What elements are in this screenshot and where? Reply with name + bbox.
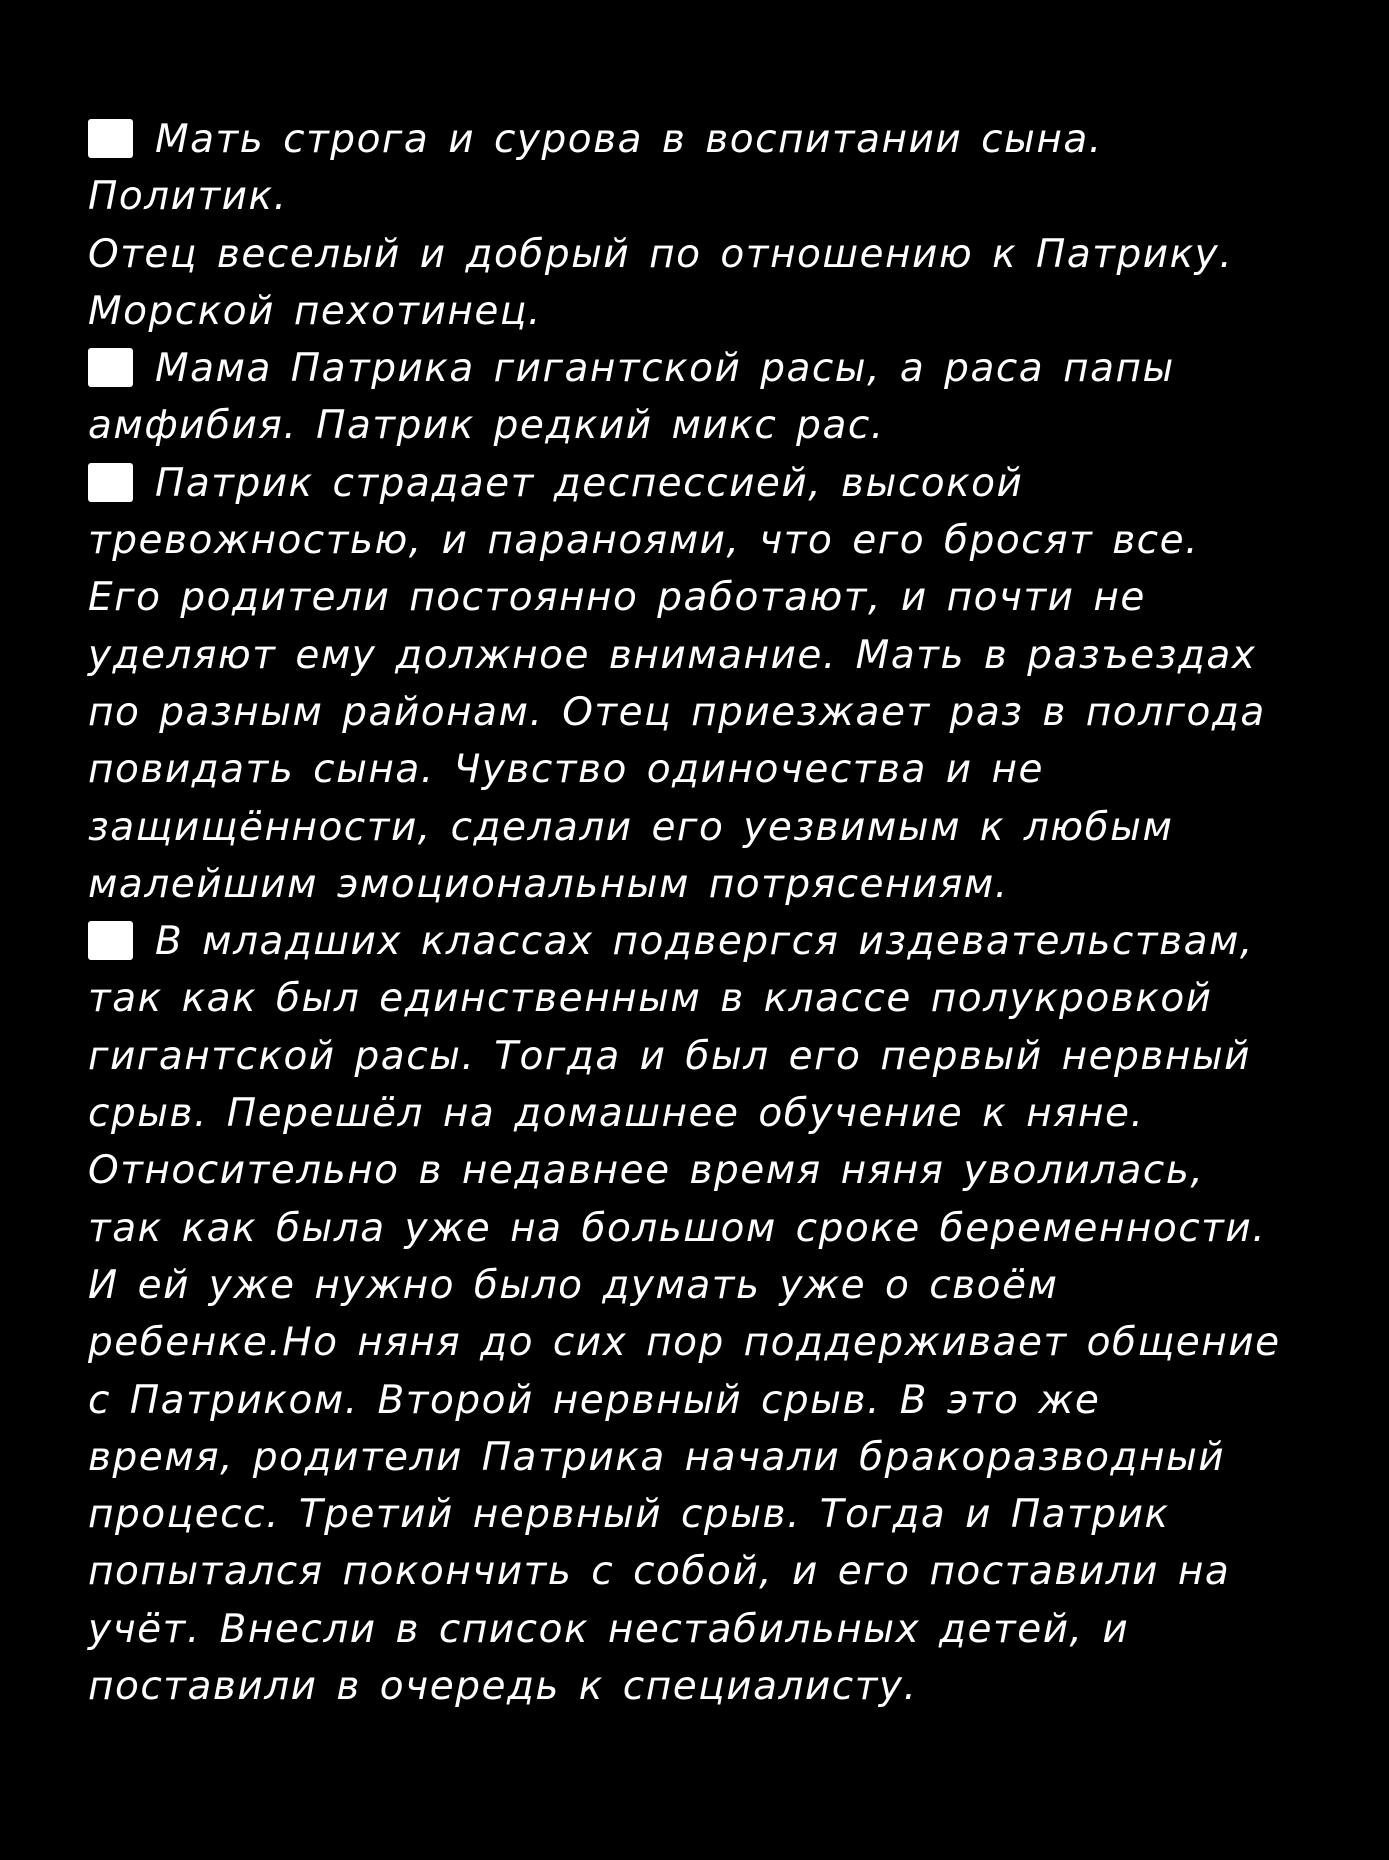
line-text: Мама Патрика гигантской расы, а раса папы [155,346,1175,392]
text-line [88,1658,1378,1715]
text-line [88,1543,1378,1600]
document-body [88,111,1378,1715]
text-line [88,168,1378,225]
line-text: так как была уже на большом сроке беременности. [88,1205,1267,1251]
text-line [88,1601,1378,1658]
line-text: В младших классах подвергся издевательствам, [155,919,1254,965]
line-text: уделяют ему должное внимание. Мать в разъездах [88,632,1257,678]
line-text: амфибия. Патрик редкий микс рас. [88,403,885,449]
text-line [88,1314,1378,1371]
line-text: Политик. [88,174,288,220]
line-text: попытался покончить с собой, и его поставили на [88,1549,1231,1595]
text-line [88,1486,1378,1543]
text-line [88,226,1378,283]
line-text: так как был единственным в классе полукровкой [88,976,1213,1022]
text-line [88,741,1378,798]
line-text: Морской пехотинец. [88,288,542,334]
line-text: Отец веселый и добрый по отношению к Патрику. [88,231,1234,277]
line-text: процесс. Третий нервный срыв. Тогда и Патрик [88,1492,1170,1538]
text-line [88,512,1378,569]
text-line [88,397,1378,454]
square-bullet-icon [88,348,133,387]
text-line [88,283,1378,340]
square-bullet-icon [88,119,133,158]
line-text: гигантской расы. Тогда и был его первый нервный [88,1033,1251,1079]
text-line [88,856,1378,913]
line-text: ребенке.Но няня до сих пор поддерживает общение [88,1320,1281,1366]
text-line [88,111,1378,168]
line-text: Патрик страдает деспессией, высокой [155,460,1024,506]
text-line [88,684,1378,741]
line-text: время, родители Патрика начали бракоразводный [88,1434,1226,1480]
text-line [88,340,1378,397]
line-text: защищённости, сделали его уезвимым к любым [88,804,1174,850]
line-text: срыв. Перешёл на домашнее обучение к няне. [88,1091,1145,1137]
text-line [88,455,1378,512]
line-text: учёт. Внесли в список нестабильных детей, и [88,1606,1130,1652]
text-line [88,1372,1378,1429]
text-line [88,1429,1378,1486]
text-line [88,1085,1378,1142]
line-text: малейшим эмоциональным потрясениям. [88,861,1009,907]
line-text: повидать сына. Чувство одиночества и не [88,747,1045,793]
line-text: поставили в очередь к специалисту. [88,1664,918,1710]
text-line [88,913,1378,970]
square-bullet-icon [88,463,133,502]
text-line [88,1200,1378,1257]
line-text: Его родители постоянно работают, и почти не [88,575,1146,621]
text-line [88,1028,1378,1085]
line-text: тревожностью, и параноями, что его бросят все. [88,518,1200,564]
line-text: по разным районам. Отец приезжает раз в полгода [88,689,1266,735]
text-line [88,1257,1378,1314]
line-text: И ей уже нужно было думать уже о своём [88,1262,1059,1308]
text-line [88,970,1378,1027]
text-line [88,1142,1378,1199]
square-bullet-icon [88,921,133,960]
text-line [88,799,1378,856]
text-line [88,627,1378,684]
text-line [88,569,1378,626]
line-text: Мать строга и сурова в воспитании сына. [155,117,1103,162]
line-text: Относительно в недавнее время няня уволилась, [88,1148,1205,1194]
line-text: с Патриком. Второй нервный срыв. В это же [88,1377,1101,1423]
